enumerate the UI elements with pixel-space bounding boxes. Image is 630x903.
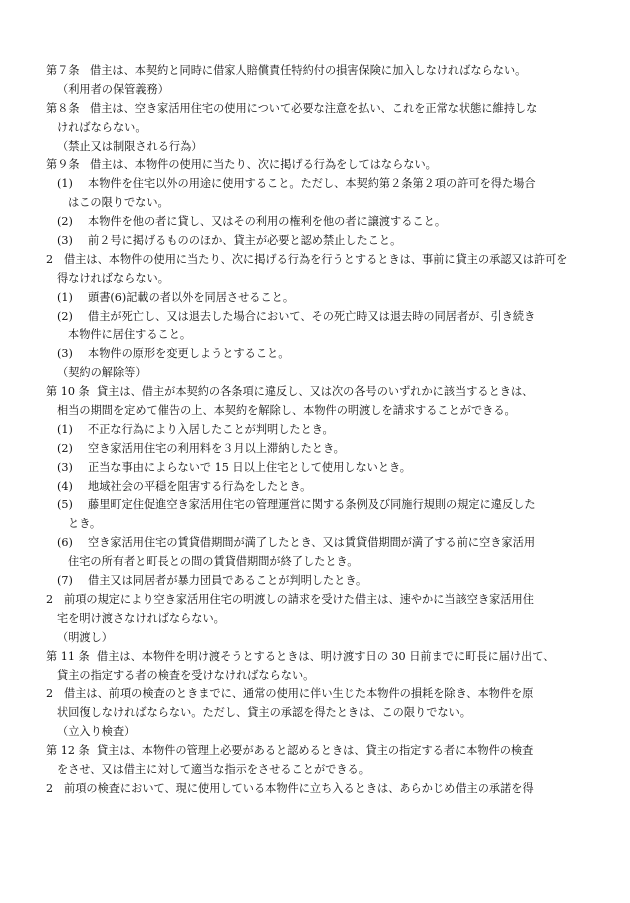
line-text: 藤里町定住促進空き家活用住宅の管理運営に関する条例及び同施行規則の規定に違反した xyxy=(88,498,536,512)
line-text: 得なければならない。 xyxy=(57,271,169,285)
line-text: （利用者の保管義務） xyxy=(57,82,169,96)
list-item xyxy=(0,459,630,478)
list-item xyxy=(0,440,630,459)
item-number: (3) xyxy=(57,347,73,361)
item-number: (3) xyxy=(57,234,73,248)
item-number: (7) xyxy=(57,574,73,588)
line-text: 貸主は、借主が本契約の各条項に違反し、又は次の各号のいずれかに該当するときは、 xyxy=(97,385,534,399)
line-text: 本物件に居住すること。 xyxy=(68,328,192,342)
article-line xyxy=(0,62,630,81)
item-number: (4) xyxy=(57,479,73,493)
line-text: 相当の期間を定めて催告の上、本契約を解除し、本物件の明渡しを請求することができる。 xyxy=(57,404,516,418)
paragraph-number: 2 xyxy=(46,592,54,606)
paragraph-line xyxy=(0,685,630,704)
list-item xyxy=(0,572,630,591)
continuation-line xyxy=(0,761,630,780)
item-number: (2) xyxy=(57,215,73,229)
line-text: 空き家活用住宅の利用料を３月以上滞納したとき。 xyxy=(88,441,345,455)
line-text: 正当な事由によらないで 15 日以上住宅として使用しないとき。 xyxy=(88,460,411,474)
list-item xyxy=(0,421,630,440)
article-number: 第８条 xyxy=(46,101,80,115)
item-continuation-line xyxy=(0,515,630,534)
line-text: 借主は、本契約と同時に借家人賠償責任特約付の損害保険に加入しなければならない。 xyxy=(90,64,527,77)
item-number: (3) xyxy=(57,460,73,474)
item-number: (1) xyxy=(57,422,73,436)
line-text: 借主は、本物件の使用に当たり、次に掲げる行為をしてはならない。 xyxy=(90,158,437,172)
item-continuation-line xyxy=(0,326,630,345)
article-heading xyxy=(0,364,630,383)
continuation-line xyxy=(0,270,630,289)
item-number: (1) xyxy=(57,177,73,191)
line-text: 貸主の指定する者の検査を受けなければならない。 xyxy=(57,668,315,682)
document-body xyxy=(0,62,630,799)
line-text: 借主は、空き家活用住宅の使用について必要な注意を払い、これを正常な状態に維持しな xyxy=(90,101,538,115)
line-text: 本物件を住宅以外の用途に使用すること。ただし、本契約第２条第２項の許可を得た場合 xyxy=(88,177,536,191)
line-text: 空き家活用住宅の賃貸借期間が満了したとき、又は賃貸借期間が満了する前に空き家活用 xyxy=(88,536,536,550)
line-text: 前項の規定により空き家活用住宅の明渡しの請求を受けた借主は、速やかに当該空き家活用住 xyxy=(64,592,534,606)
paragraph-line xyxy=(0,251,630,270)
article-heading xyxy=(0,723,630,742)
line-text: 借主が死亡し、又は退去した場合において、その死亡時又は退去時の同居者が、引き続き xyxy=(88,309,536,323)
article-line xyxy=(0,648,630,667)
line-text: （立入り検査） xyxy=(57,725,136,739)
list-item xyxy=(0,534,630,553)
paragraph-number: 2 xyxy=(46,687,54,701)
continuation-line xyxy=(0,119,630,138)
list-item xyxy=(0,175,630,194)
line-text: 本物件を他の者に貸し、又はその利用の権利を他の者に譲渡すること。 xyxy=(88,215,447,229)
line-text: 本物件の原形を変更しようとすること。 xyxy=(88,347,290,361)
article-number: 第 11 条 xyxy=(46,649,90,663)
line-text: はこの限りでない。 xyxy=(68,196,169,210)
line-text: （禁止又は制限される行為） xyxy=(57,139,203,153)
line-text: 不正な行為により入居したことが判明したとき。 xyxy=(88,422,334,436)
line-text: 住宅の所有者と町長との間の賃貸借期間が終了したとき。 xyxy=(68,555,359,569)
article-number: 第 12 条 xyxy=(46,744,90,758)
list-item xyxy=(0,308,630,327)
item-continuation-line xyxy=(0,553,630,572)
item-number: (6) xyxy=(57,536,73,550)
line-text: 地域社会の平穏を阻害する行為をしたとき。 xyxy=(88,479,312,493)
line-text: 借主又は同居者が暴力団員であることが判明したとき。 xyxy=(88,574,368,588)
item-number: (1) xyxy=(57,290,73,304)
list-item xyxy=(0,213,630,232)
paragraph-number: 2 xyxy=(46,252,54,266)
list-item xyxy=(0,289,630,308)
list-item xyxy=(0,232,630,251)
item-number: (2) xyxy=(57,309,73,323)
continuation-line xyxy=(0,667,630,686)
line-text: （契約の解除等） xyxy=(57,366,147,380)
list-item xyxy=(0,478,630,497)
continuation-line xyxy=(0,704,630,723)
article-line xyxy=(0,742,630,761)
line-text: とき。 xyxy=(68,517,102,531)
item-number: (5) xyxy=(57,498,73,512)
item-number: (2) xyxy=(57,441,73,455)
line-text: をさせ、又は借主に対して適当な指示をさせることができる。 xyxy=(57,762,370,776)
line-text: 宅を明け渡さなければならない。 xyxy=(57,611,225,625)
continuation-line xyxy=(0,402,630,421)
continuation-line xyxy=(0,610,630,629)
line-text: （明渡し） xyxy=(57,630,113,644)
article-line xyxy=(0,100,630,119)
paragraph-line xyxy=(0,780,630,799)
article-line xyxy=(0,156,630,175)
line-text: 貸主は、本物件の管理上必要があると認めるときは、貸主の指定する者に本物件の検査 xyxy=(97,744,534,758)
line-text: 前２号に掲げるもののほか、貸主が必要と認め禁止したこと。 xyxy=(88,234,402,248)
article-heading xyxy=(0,629,630,648)
line-text: 状回復しなければならない。ただし、貸主の承認を得たときは、この限りでない。 xyxy=(57,706,471,720)
item-continuation-line xyxy=(0,194,630,213)
line-text: 借主は、前項の検査のときまでに、通常の使用に伴い生じた本物件の損耗を除き、本物件を原 xyxy=(64,687,534,701)
paragraph-line xyxy=(0,591,630,610)
line-text: 借主は、本物件の使用に当たり、次に掲げる行為を行うとするときは、事前に貸主の承認又は許可を xyxy=(64,252,568,266)
article-heading xyxy=(0,138,630,157)
paragraph-number: 2 xyxy=(46,781,54,795)
line-text: ければならない。 xyxy=(57,120,147,134)
article-number: 第９条 xyxy=(46,158,80,172)
article-heading xyxy=(0,81,630,100)
list-item xyxy=(0,496,630,515)
line-text: 借主は、本物件を明け渡そうとするときは、明け渡す日の 30 日前までに町長に届け出て、 xyxy=(97,649,555,663)
list-item xyxy=(0,345,630,364)
article-number: 第 10 条 xyxy=(46,385,90,399)
line-text: 頭書(6)記載の者以外を同居させること。 xyxy=(88,290,295,304)
article-line xyxy=(0,383,630,402)
article-number: 第７条 xyxy=(46,64,80,77)
line-text: 前項の検査において、現に使用している本物件に立ち入るときは、あらかじめ借主の承諾を得 xyxy=(64,781,534,795)
